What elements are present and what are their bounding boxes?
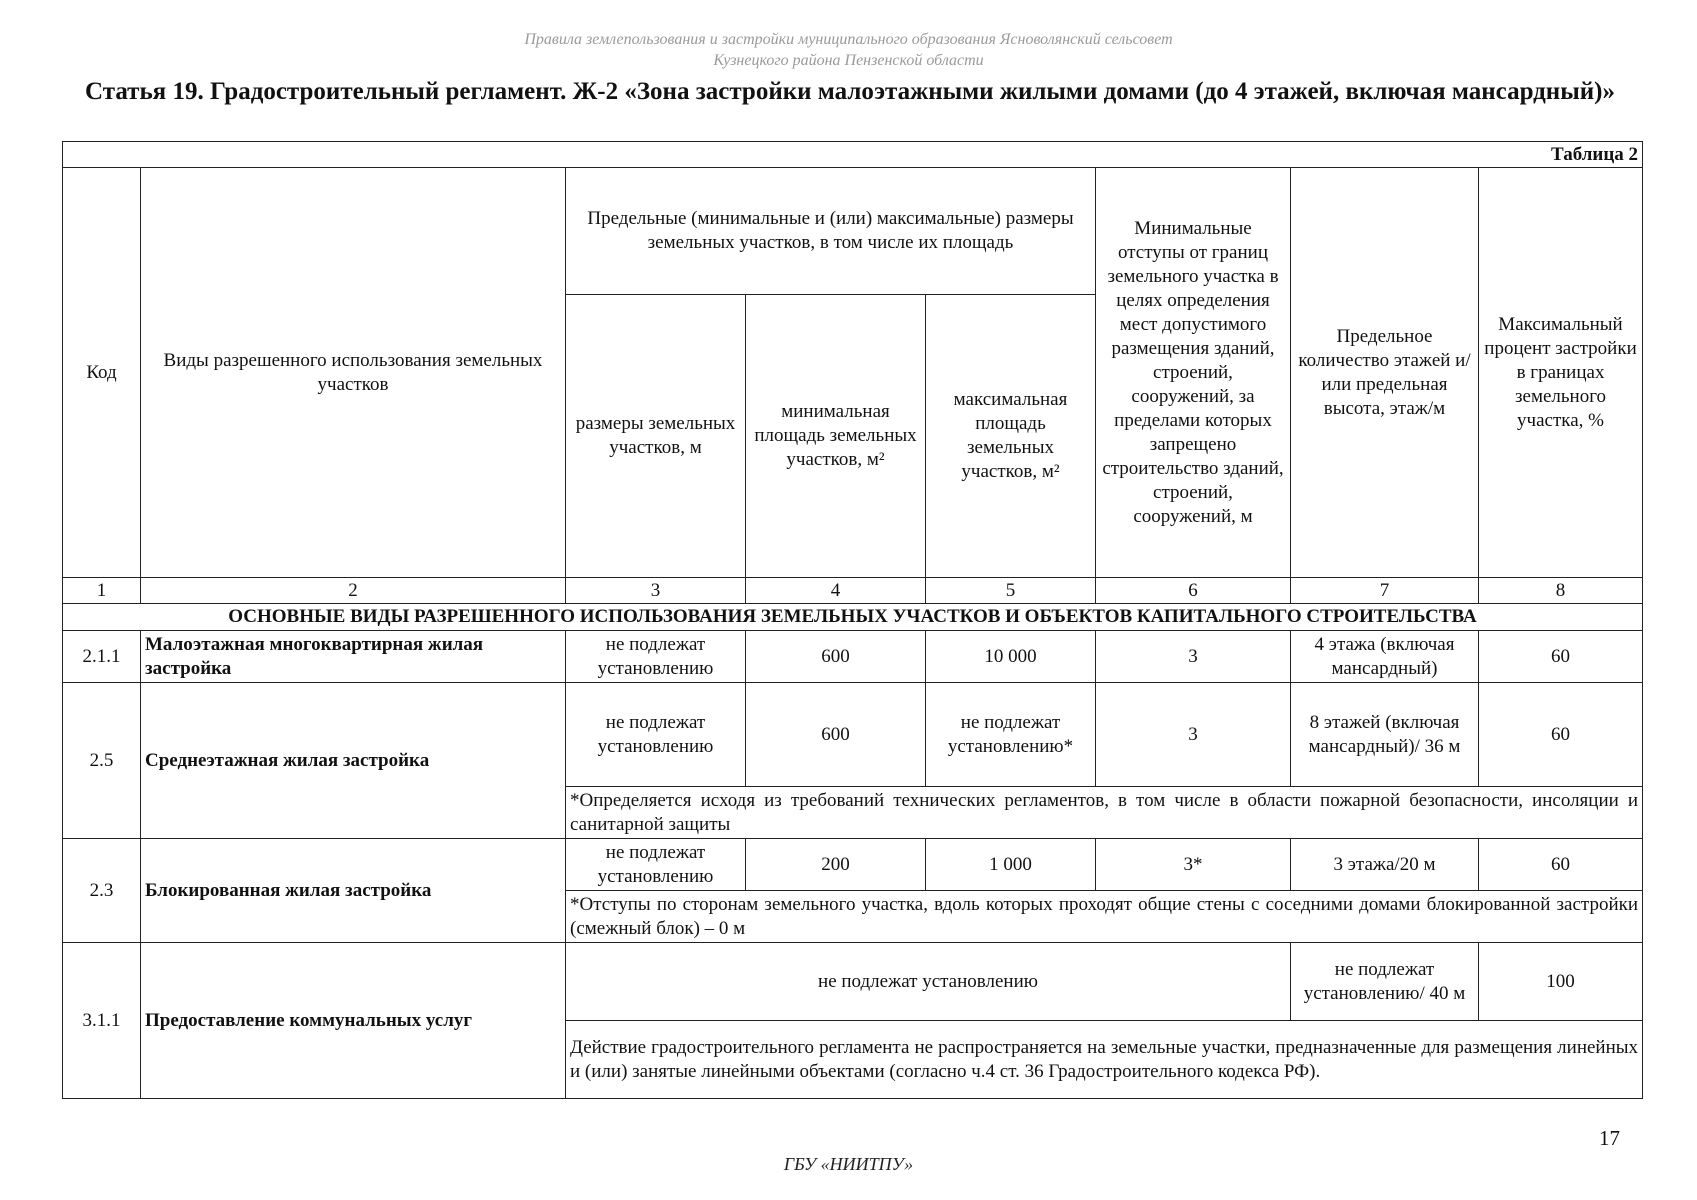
header-plot-sizes: размеры земельных участков, м bbox=[566, 295, 746, 578]
row-coverage: 60 bbox=[1479, 839, 1643, 891]
header-setbacks: Минимальные отступы от границ земельного участка в целях определения мест допустимого размещения зданий, строений, сооружений, за пределами которых запрещено строительство зданий, строений, сооружений, м bbox=[1096, 168, 1291, 578]
row-setback: 3 bbox=[1096, 631, 1291, 683]
table-row bbox=[63, 683, 1643, 787]
table-caption: Таблица 2 bbox=[63, 142, 1643, 168]
row-setback: 3* bbox=[1096, 839, 1291, 891]
header-min-area: минимальная площадь земельных участков, м² bbox=[746, 295, 926, 578]
regulation-table bbox=[62, 141, 1643, 1099]
row-min-area: 200 bbox=[746, 839, 926, 891]
column-number: 2 bbox=[141, 578, 566, 604]
row-use-name: Предоставление коммунальных услуг bbox=[141, 943, 566, 1099]
row-code: 2.5 bbox=[63, 683, 141, 839]
article-title: Статья 19. Градостроительный регламент. Ж-2 «Зона застройки малоэтажными жилыми домами (до 4 этажей, включая мансардный)» bbox=[85, 78, 1615, 105]
row-floors: не подлежат установлению/ 40 м bbox=[1291, 943, 1479, 1021]
header-use-types: Виды разрешенного использования земельных участков bbox=[141, 168, 566, 578]
row-max-area: 1 000 bbox=[926, 839, 1096, 891]
row-floors: 8 этажей (включая мансардный)/ 36 м bbox=[1291, 683, 1479, 787]
row-max-area: не подлежат установлению* bbox=[926, 683, 1096, 787]
row-plot-sizes: не подлежат установлению bbox=[566, 683, 746, 787]
row-max-area: 10 000 bbox=[926, 631, 1096, 683]
row-code: 3.1.1 bbox=[63, 943, 141, 1099]
section-title: ОСНОВНЫЕ ВИДЫ РАЗРЕШЕННОГО ИСПОЛЬЗОВАНИЯ ЗЕМЕЛЬНЫХ УЧАСТКОВ И ОБЪЕКТОВ КАПИТАЛЬНОГО СТРОИТЕЛЬСТВА bbox=[63, 604, 1643, 631]
row-min-area: 600 bbox=[746, 683, 926, 787]
page-number: 17 bbox=[1599, 1126, 1620, 1150]
header-plot-sizes-group: Предельные (минимальные и (или) максимальные) размеры земельных участков, в том числе их площадь bbox=[566, 168, 1096, 295]
row-min-area: 600 bbox=[746, 631, 926, 683]
row-plot-sizes: не подлежат установлению bbox=[566, 839, 746, 891]
column-number: 8 bbox=[1479, 578, 1643, 604]
column-number: 6 bbox=[1096, 578, 1291, 604]
row-use-name: Малоэтажная многоквартирная жилая застройка bbox=[141, 631, 566, 683]
column-number: 5 bbox=[926, 578, 1096, 604]
row-merged-value: не подлежат установлению bbox=[566, 943, 1291, 1021]
row-note: Действие градостроительного регламента не распространяется на земельные участки, предназначенные для размещения линейных и (или) занятые линейными объектами (согласно ч.4 ст. 36 Градостроительного кодекса РФ). bbox=[566, 1021, 1643, 1099]
row-code: 2.1.1 bbox=[63, 631, 141, 683]
table-row bbox=[63, 943, 1643, 1021]
table-row bbox=[63, 839, 1643, 891]
row-floors: 3 этажа/20 м bbox=[1291, 839, 1479, 891]
header-max-area: максимальная площадь земельных участков, м² bbox=[926, 295, 1096, 578]
row-plot-sizes: не подлежат установлению bbox=[566, 631, 746, 683]
row-note: *Отступы по сторонам земельного участка, вдоль которых проходят общие стены с соседними домами блокированной застройки (смежный блок) – 0 м bbox=[566, 891, 1643, 943]
footer-organization: ГБУ «НИИТПУ» bbox=[783, 1154, 914, 1174]
running-header-line-2: Кузнецкого района Пензенской области bbox=[713, 52, 984, 69]
column-number: 1 bbox=[63, 578, 141, 604]
row-note: *Определяется исходя из требований технических регламентов, в том числе в области пожарной безопасности, инсоляции и санитарной защиты bbox=[566, 787, 1643, 839]
column-number: 3 bbox=[566, 578, 746, 604]
column-number: 4 bbox=[746, 578, 926, 604]
table-row bbox=[63, 631, 1643, 683]
running-header-line-1: Правила землепользования и застройки муниципального образования Ясноволянский сельсовет bbox=[524, 31, 1173, 48]
row-use-name: Среднеэтажная жилая застройка bbox=[141, 683, 566, 839]
header-coverage: Максимальный процент застройки в границах земельного участка, % bbox=[1479, 168, 1643, 578]
header-code: Код bbox=[63, 168, 141, 578]
row-coverage: 60 bbox=[1479, 683, 1643, 787]
row-use-name: Блокированная жилая застройка bbox=[141, 839, 566, 943]
row-code: 2.3 bbox=[63, 839, 141, 943]
column-number: 7 bbox=[1291, 578, 1479, 604]
row-coverage: 100 bbox=[1479, 943, 1643, 1021]
header-floors: Предельное количество этажей и/или предельная высота, этаж/м bbox=[1291, 168, 1479, 578]
row-coverage: 60 bbox=[1479, 631, 1643, 683]
row-setback: 3 bbox=[1096, 683, 1291, 787]
row-floors: 4 этажа (включая мансардный) bbox=[1291, 631, 1479, 683]
